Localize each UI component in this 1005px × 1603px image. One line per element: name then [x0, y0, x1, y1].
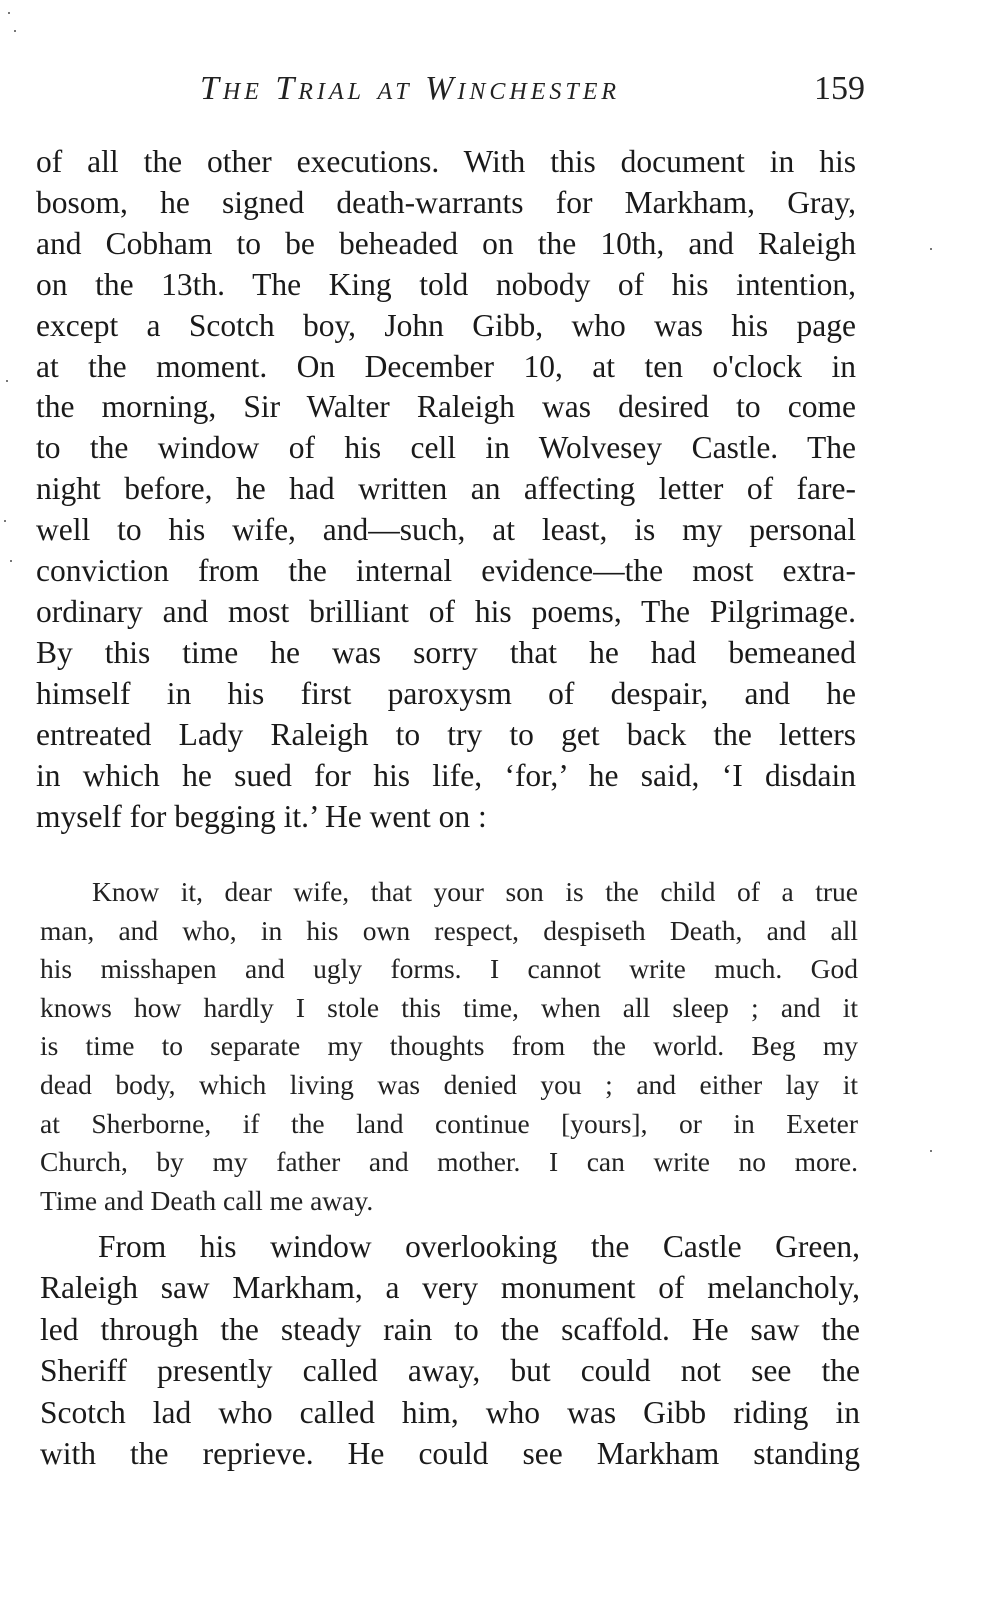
- text-line: to the window of his cell in Wolvesey Castle. The: [36, 430, 856, 466]
- quote-line: Church, by my father and mother. I can write no more.: [40, 1146, 858, 1178]
- quote-line: dead body, which living was denied you ; and either lay it: [40, 1068, 858, 1100]
- text-line: By this time he was sorry that he had bemeaned: [36, 634, 856, 670]
- text-line: Raleigh saw Markham, a very monument of melancholy,: [40, 1270, 860, 1306]
- running-title: The Trial at Winchester: [200, 70, 621, 107]
- text-line: bosom, he signed death-warrants for Markham, Gray,: [36, 184, 856, 220]
- page-header: [200, 70, 865, 120]
- text-line: well to his wife, and—such, at least, is my personal: [36, 512, 856, 548]
- quote-line: is time to separate my thoughts from the world. Beg my: [40, 1030, 858, 1062]
- text-line: except a Scotch boy, John Gibb, who was his page: [36, 307, 856, 343]
- text-line: the morning, Sir Walter Raleigh was desired to come: [36, 389, 856, 425]
- quote-line: man, and who, in his own respect, despiseth Death, and all: [40, 914, 858, 946]
- margin-speck: [6, 380, 8, 382]
- text-line: and Cobham to be beheaded on the 10th, and Raleigh: [36, 225, 856, 261]
- quote-line: Know it, dear wife, that your son is the child of a true: [92, 876, 858, 907]
- text-line: ordinary and most brilliant of his poems, The Pilgrimage.: [36, 593, 856, 629]
- quote-line: his misshapen and ugly forms. I cannot write much. God: [40, 953, 858, 985]
- quote-line: at Sherborne, if the land continue [yours], or in Exeter: [40, 1107, 858, 1139]
- text-line: in which he sued for his life, ‘for,’ he said, ‘I disdain: [36, 757, 856, 793]
- text-line: at the moment. On December 10, at ten o'clock in: [36, 348, 856, 384]
- margin-speck: [8, 12, 10, 14]
- text-line: Scotch lad who called him, who was Gibb riding in: [40, 1394, 860, 1430]
- margin-speck: [10, 560, 12, 562]
- text-line: entreated Lady Raleigh to try to get back the letters: [36, 716, 856, 752]
- text-line: led through the steady rain to the scaffold. He saw the: [40, 1311, 860, 1347]
- text-line: myself for begging it.’ He went on :: [36, 798, 487, 834]
- text-line: with the reprieve. He could see Markham standing: [40, 1436, 860, 1472]
- quote-line: knows how hardly I stole this time, when all sleep ; and it: [40, 991, 858, 1023]
- text-line: of all the other executions. With this document in his: [36, 144, 856, 179]
- paragraph-1: [36, 142, 856, 837]
- block-quote-letter: [40, 873, 858, 1220]
- text-line: Sheriff presently called away, but could not see the: [40, 1353, 860, 1389]
- text-line: on the 13th. The King told nobody of his intention,: [36, 266, 856, 302]
- text-line: conviction from the internal evidence—the most extra-: [36, 553, 856, 589]
- margin-speck: [930, 248, 932, 250]
- text-line: himself in his first paroxysm of despair, and he: [36, 675, 856, 711]
- margin-speck: [14, 30, 16, 32]
- text-line: night before, he had written an affecting letter of fare-: [36, 471, 856, 507]
- page-number: 159: [814, 70, 865, 107]
- margin-speck: [930, 1150, 932, 1152]
- text-line: From his window overlooking the Castle Green,: [98, 1229, 860, 1264]
- quote-line: Time and Death call me away.: [40, 1184, 374, 1216]
- paragraph-2: [40, 1226, 860, 1474]
- margin-speck: [4, 520, 6, 522]
